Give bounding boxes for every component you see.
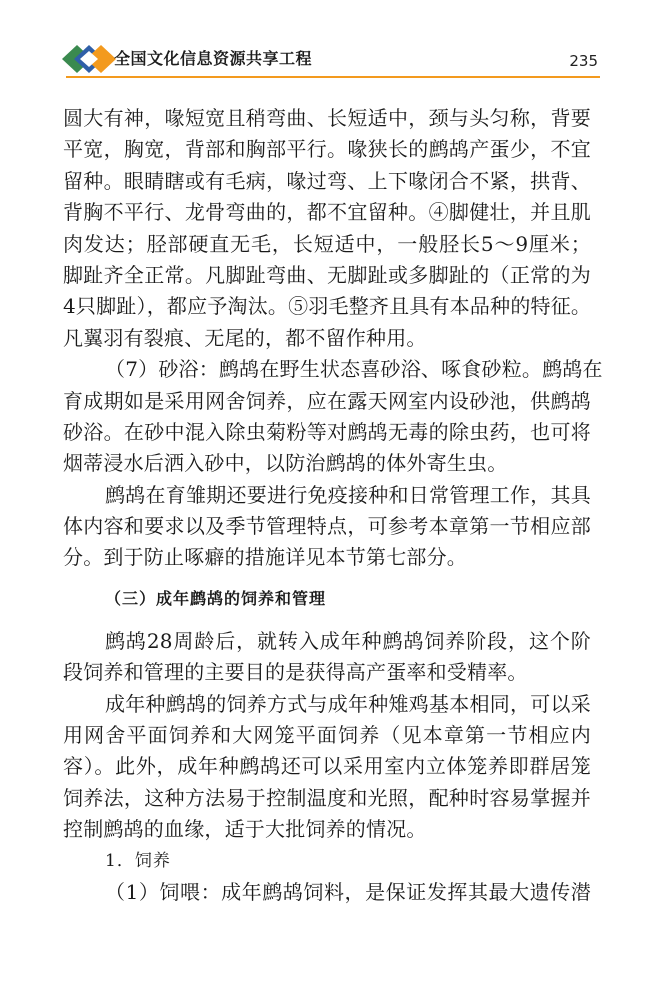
text-line: 饲养法，这种方法易于控制温度和光照，配种时容易掌握并 bbox=[63, 785, 591, 810]
header-title: 全国文化信息资源共享工程 bbox=[114, 49, 313, 68]
text-line: 留种。眼睛瞎或有毛病，喙过弯、上下喙闭合不紧，拱背、 bbox=[63, 168, 591, 193]
paragraph-3 bbox=[63, 480, 591, 574]
text-line: 段饲养和管理的主要目的是获得高产蛋率和受精率。 bbox=[63, 660, 528, 685]
text-line: 平宽，胸宽，背部和胸部平行。喙狭长的鹧鸪产蛋少，不宜 bbox=[63, 137, 591, 162]
text-line: 圆大有神，喙短宽且稍弯曲、长短适中，颈与头匀称，背要 bbox=[63, 106, 591, 130]
body-text bbox=[63, 103, 603, 908]
subheading: 1．饲养 bbox=[105, 850, 171, 871]
text-line: 砂浴。在砂中混入除虫菊粉等对鹧鸪无毒的除虫药，也可将 bbox=[63, 419, 591, 444]
paragraph-1 bbox=[63, 103, 591, 354]
header-rule bbox=[66, 76, 600, 78]
text-line: 成年种鹧鸪的饲养方式与成年种雉鸡基本相同，可以采 bbox=[105, 691, 591, 716]
text-line: 脚趾齐全正常。凡脚趾弯曲、无脚趾或多脚趾的（正常的为 bbox=[63, 262, 591, 287]
text-line: 体内容和要求以及季节管理特点，可参考本章第一节相应部 bbox=[63, 514, 591, 539]
text-line: 控制鹧鸪的血缘，适于大批饲养的情况。 bbox=[63, 817, 427, 842]
text-line: 4只脚趾），都应予淘汰。⑤羽毛整齐且具有本品种的特征。 bbox=[63, 294, 592, 319]
page-number: 235 bbox=[569, 52, 598, 70]
paragraph-4 bbox=[63, 626, 591, 689]
text-line: 分。到于防止啄癖的措施详见本节第七部分。 bbox=[63, 545, 467, 570]
logo-icon bbox=[60, 42, 120, 76]
text-line: 鹧鸪28周龄后，就转入成年种鹧鸪饲养阶段，这个阶 bbox=[105, 628, 591, 653]
text-line: 背胸不平行、龙骨弯曲的，都不宜留种。④脚健壮，并且肌 bbox=[63, 200, 591, 225]
text-line: 鹧鸪在育雏期还要进行免疫接种和日常管理工作，其具 bbox=[105, 482, 591, 507]
text-line: 凡翼羽有裂痕、无尾的，都不留作种用。 bbox=[63, 325, 427, 350]
text-line: 容）。此外，成年种鹧鸪还可以采用室内立体笼养即群居笼 bbox=[63, 754, 591, 779]
paragraph-5 bbox=[63, 689, 591, 846]
page-header bbox=[0, 0, 646, 80]
text-line: 肉发达；胫部硬直无毛，长短适中，一般胫长5～9厘米； bbox=[63, 231, 591, 256]
paragraph-6 bbox=[63, 877, 591, 908]
paragraph-2 bbox=[63, 354, 603, 480]
text-line: 育成期如是采用网舍饲养，应在露天网室内设砂池，供鹧鸪 bbox=[63, 388, 591, 413]
text-line: （1）饲喂：成年鹧鸪饲料，是保证发挥其最大遗传潜 bbox=[105, 879, 591, 904]
text-line: 用网舍平面饲养和大网笼平面饲养（见本章第一节相应内 bbox=[63, 723, 591, 748]
text-line: 烟蒂浸水后洒入砂中，以防治鹧鸪的体外寄生虫。 bbox=[63, 451, 508, 476]
section-heading: （三）成年鹧鸪的饲养和管理 bbox=[105, 588, 327, 608]
text-line: （7）砂浴：鹧鸪在野生状态喜砂浴、啄食砂粒。鹧鸪在 bbox=[105, 357, 603, 382]
